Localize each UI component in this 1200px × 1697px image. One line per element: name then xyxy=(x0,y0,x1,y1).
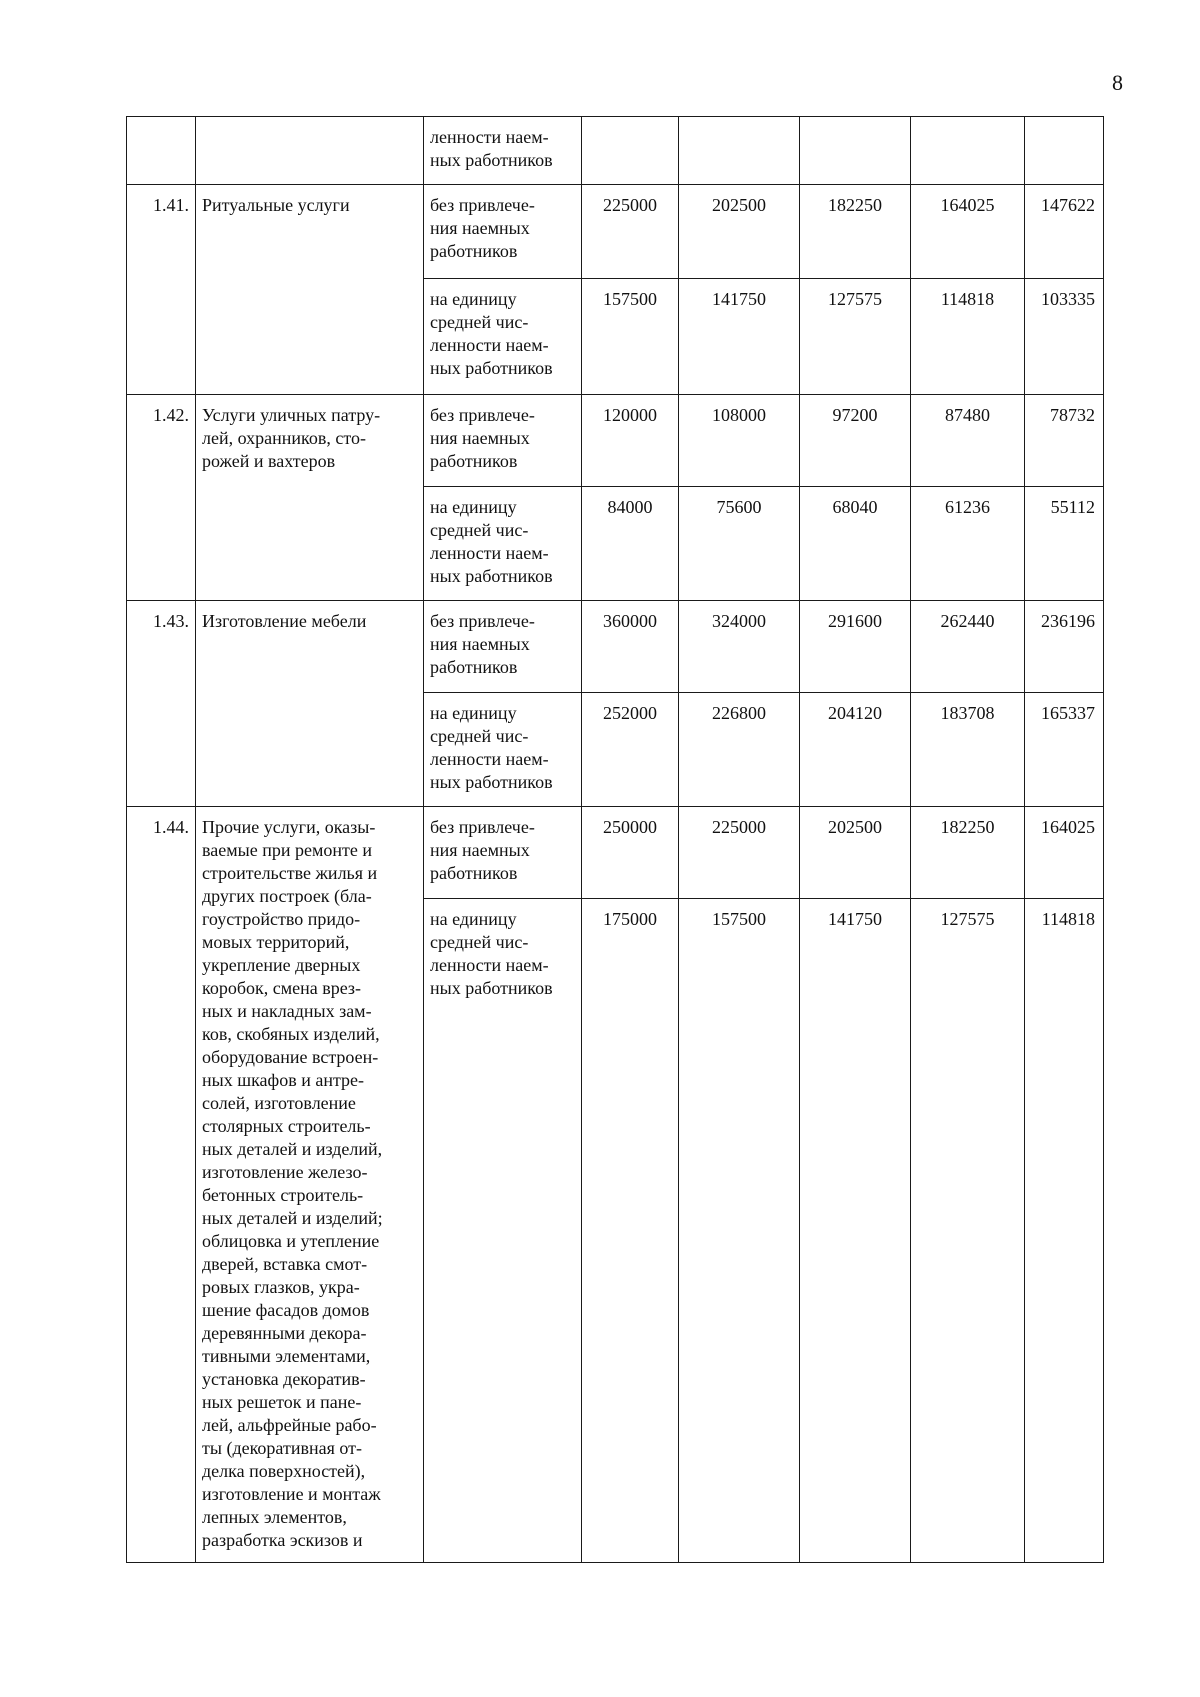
value-cell: 204120 xyxy=(800,693,911,807)
value-cell: 250000 xyxy=(582,807,679,899)
service-name: Ритуальные услуги xyxy=(196,185,424,395)
value-cell: 225000 xyxy=(679,807,800,899)
value-cell: 183708 xyxy=(911,693,1025,807)
value-cell-empty xyxy=(1025,117,1104,185)
value-cell: 182250 xyxy=(800,185,911,279)
value-cell: 103335 xyxy=(1025,279,1104,395)
row-number: 1.41. xyxy=(127,185,196,395)
value-cell-empty xyxy=(800,117,911,185)
value-cell: 84000 xyxy=(582,487,679,601)
value-cell: 164025 xyxy=(1025,807,1104,899)
value-cell-empty xyxy=(679,117,800,185)
service-name: Услуги уличных патру- лей, охранников, сто- рожей и вахтеров xyxy=(196,395,424,601)
table-row xyxy=(127,185,1104,279)
value-cell: 97200 xyxy=(800,395,911,487)
value-cell: 157500 xyxy=(679,899,800,1563)
value-cell: 108000 xyxy=(679,395,800,487)
unit-cell: без привлече- ния наемных работников xyxy=(424,395,582,487)
value-cell: 127575 xyxy=(800,279,911,395)
row-number: 1.44. xyxy=(127,807,196,1563)
row-number: 1.43. xyxy=(127,601,196,807)
value-cell: 114818 xyxy=(911,279,1025,395)
value-cell: 120000 xyxy=(582,395,679,487)
value-cell: 202500 xyxy=(679,185,800,279)
value-cell: 68040 xyxy=(800,487,911,601)
value-cell: 165337 xyxy=(1025,693,1104,807)
page-number: 8 xyxy=(1112,70,1123,95)
num-cell-empty xyxy=(127,117,196,185)
value-cell: 141750 xyxy=(800,899,911,1563)
unit-cell: ленности наем- ных работников xyxy=(424,117,582,185)
value-cell: 78732 xyxy=(1025,395,1104,487)
unit-cell: на единицу средней чис- ленности наем- ных работников xyxy=(424,693,582,807)
value-cell: 262440 xyxy=(911,601,1025,693)
name-cell-empty xyxy=(196,117,424,185)
value-cell: 75600 xyxy=(679,487,800,601)
tariff-table xyxy=(126,116,1104,1563)
value-cell: 87480 xyxy=(911,395,1025,487)
value-cell: 175000 xyxy=(582,899,679,1563)
value-cell-empty xyxy=(582,117,679,185)
unit-cell: без привлече- ния наемных работников xyxy=(424,807,582,899)
service-name: Изготовление мебели xyxy=(196,601,424,807)
unit-cell: без привлече- ния наемных работников xyxy=(424,185,582,279)
unit-cell: на единицу средней чис- ленности наем- ных работников xyxy=(424,487,582,601)
value-cell: 225000 xyxy=(582,185,679,279)
table-row-continuation xyxy=(127,117,1104,185)
value-cell: 182250 xyxy=(911,807,1025,899)
value-cell: 127575 xyxy=(911,899,1025,1563)
value-cell: 202500 xyxy=(800,807,911,899)
table-row xyxy=(127,807,1104,899)
value-cell: 147622 xyxy=(1025,185,1104,279)
unit-cell: на единицу средней чис- ленности наем- ных работников xyxy=(424,279,582,395)
row-number: 1.42. xyxy=(127,395,196,601)
value-cell: 252000 xyxy=(582,693,679,807)
value-cell: 164025 xyxy=(911,185,1025,279)
service-name: Прочие услуги, оказы- ваемые при ремонте и строительстве жилья и других построек (бла- гоустройство придо- мовых территорий, укрепление дверных коробок, смена врез- ных и накладных зам- ков, скобяных изделий, оборудование встроен- ных шкафов и антре- солей, изготовление столярных строитель- ных деталей и изделий, изготовление железо- бетонных строитель- ных деталей и изделий; облицовка и утепление дверей, вставка смот- ровых глазков, укра- шение фасадов домов деревянными декора- тивными элементами, установка декоратив- ных решеток и пане- лей, альфрейные рабо- ты (декоративная от- делка поверхностей), изготовление и монтаж лепных элементов, разработка эскизов и xyxy=(196,807,424,1563)
value-cell: 61236 xyxy=(911,487,1025,601)
value-cell: 141750 xyxy=(679,279,800,395)
unit-cell: на единицу средней чис- ленности наем- ных работников xyxy=(424,899,582,1563)
value-cell-empty xyxy=(911,117,1025,185)
value-cell: 55112 xyxy=(1025,487,1104,601)
value-cell: 157500 xyxy=(582,279,679,395)
value-cell: 291600 xyxy=(800,601,911,693)
table-row xyxy=(127,601,1104,693)
unit-cell: без привлече- ния наемных работников xyxy=(424,601,582,693)
table-row xyxy=(127,395,1104,487)
value-cell: 360000 xyxy=(582,601,679,693)
value-cell: 226800 xyxy=(679,693,800,807)
value-cell: 236196 xyxy=(1025,601,1104,693)
value-cell: 324000 xyxy=(679,601,800,693)
value-cell: 114818 xyxy=(1025,899,1104,1563)
